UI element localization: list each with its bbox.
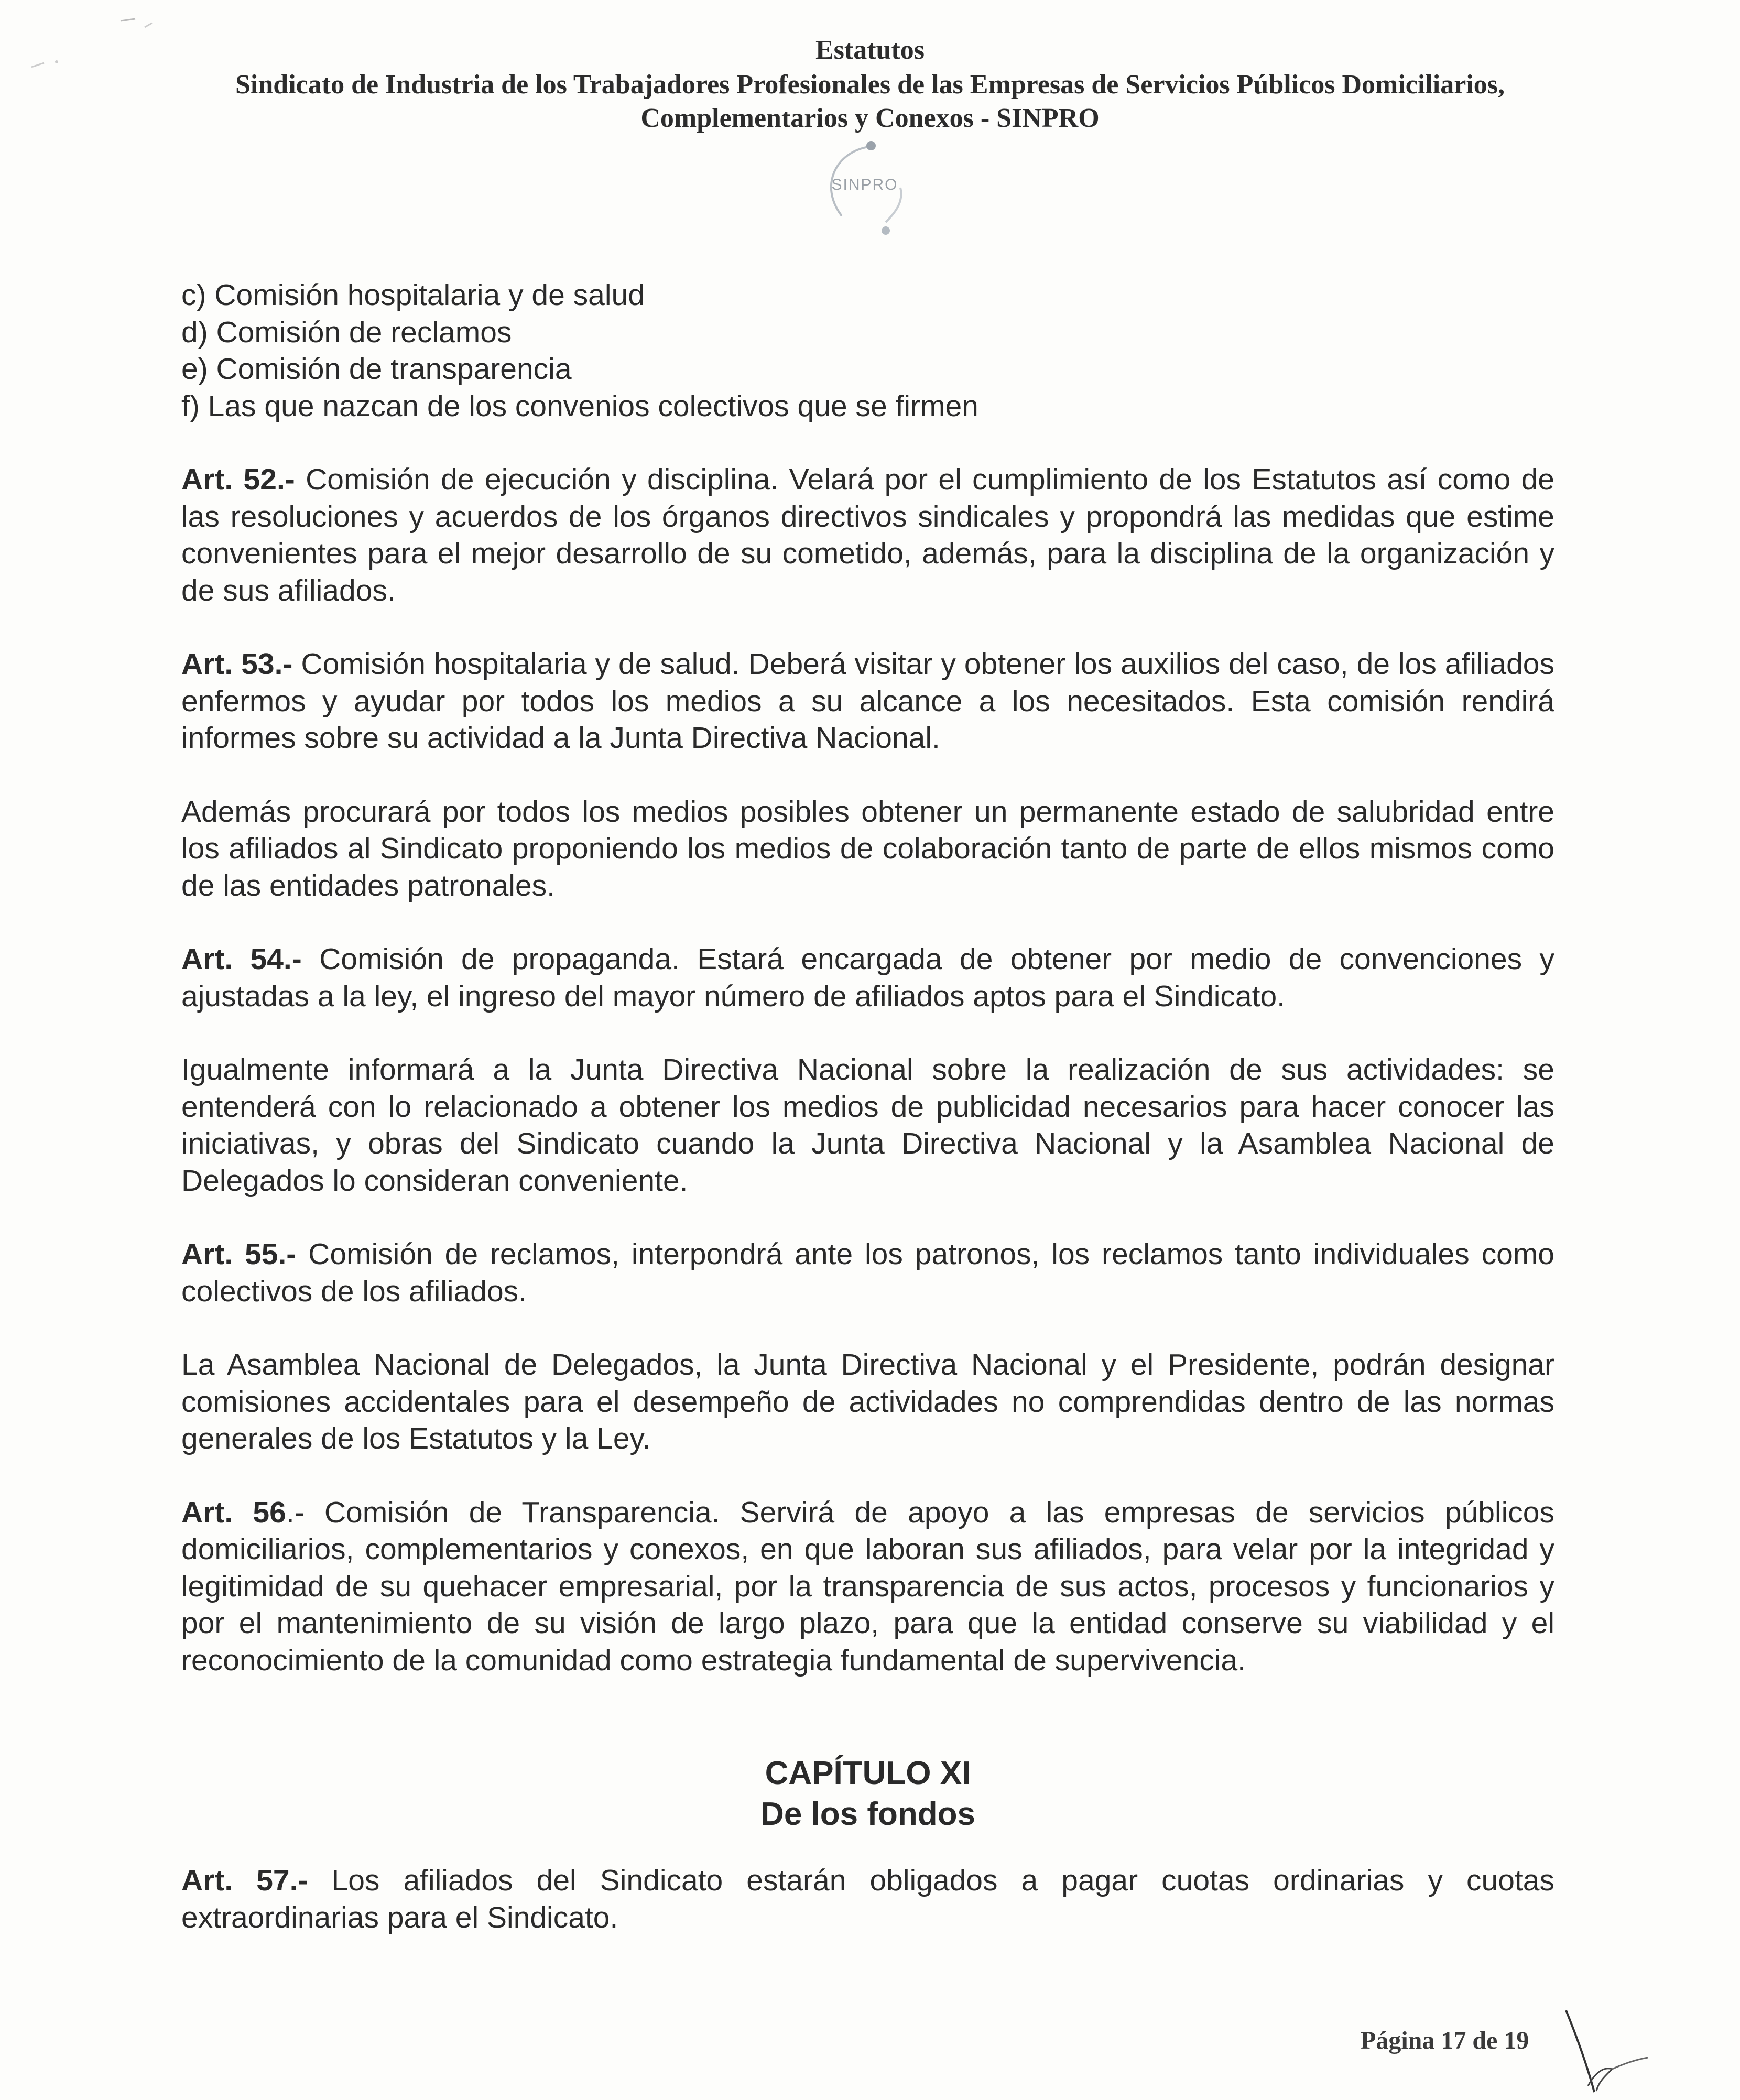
article-label: Art. 56 xyxy=(181,1495,286,1529)
article-text: Comisión hospitalaria y de salud. Deberá visitar y obtener los auxilios del caso, de los afiliados enfermos y ayudar por todos los medios a su alcance a los necesitados. Esta comisión rendirá informes sobre su actividad a la Junta Directiva Nacional. xyxy=(181,647,1554,755)
chapter-title: De los fondos xyxy=(760,1796,975,1832)
document-header xyxy=(0,32,1740,135)
list-item: c) Comisión hospitalaria y de salud xyxy=(181,278,645,312)
list-item: e) Comisión de transparencia xyxy=(181,352,572,386)
document-title: Estatutos xyxy=(815,35,925,65)
article-label: Art. 54.- xyxy=(181,942,302,976)
article-text: Comisión de ejecución y disciplina. Velará por el cumplimiento de los Estatutos así como de las resoluciones y acuerdos de los órganos directivos sindicales y propondrá las medidas que estime convenientes para el mejor desarrollo de su cometido, además, para la disciplina de la organización y de sus afiliados. xyxy=(181,463,1554,607)
article-52 xyxy=(181,461,1554,609)
article-56 xyxy=(181,1494,1554,1679)
list-item: f) Las que nazcan de los convenios colectivos que se firmen xyxy=(181,389,978,423)
article-53-continuation: Además procurará por todos los medios posibles obtener un permanente estado de salubridad entre los afiliados al Sindicato proponiendo los medios de colaboración tanto de parte de ellos mismos como de las entidades patronales. xyxy=(181,795,1554,902)
article-text: Comisión de propaganda. Estará encargada de obtener por medio de convenciones y ajustadas a la ley, el ingreso del mayor número de afiliados aptos para el Sindicato. xyxy=(181,942,1554,1013)
sinpro-logo xyxy=(807,137,922,242)
page-number: Página 17 de 19 xyxy=(1361,2027,1529,2054)
article-54-continuation: Igualmente informará a la Junta Directiva Nacional sobre la realización de sus actividades: se entenderá con lo relacionado a obtener los medios de publicidad necesarios para hacer conocer las iniciativas, y obras del Sindicato cuando la Junta Directiva Nacional y la Asamblea Nacional de Delegados lo consideran conveniente. xyxy=(181,1053,1554,1198)
article-label: Art. 57.- xyxy=(181,1864,308,1897)
organization-name-line-1: Sindicato de Industria de los Trabajadores Profesionales de las Empresas de Servicios Públicos Domiciliarios, xyxy=(235,70,1505,100)
organization-name-line-2: Complementarios y Conexos - SINPRO xyxy=(640,103,1100,133)
article-label: Art. 55.- xyxy=(181,1237,297,1271)
document-body xyxy=(181,277,1554,1936)
svg-text:SINPRO: SINPRO xyxy=(831,176,898,193)
article-54 xyxy=(181,941,1554,1015)
list-item: d) Comisión de reclamos xyxy=(181,315,512,349)
chapter-heading xyxy=(181,1753,1554,1835)
article-57 xyxy=(181,1862,1554,1936)
article-text: Comisión de reclamos, interpondrá ante los patronos, los reclamos tanto individuales como colectivos de los afiliados. xyxy=(181,1237,1554,1308)
article-53 xyxy=(181,646,1554,757)
article-55-continuation: La Asamblea Nacional de Delegados, la Junta Directiva Nacional y el Presidente, podrán designar comisiones accidentales para el desempeño de actividades no comprendidas dentro de las normas generales de los Estatutos y la Ley. xyxy=(181,1348,1554,1455)
article-label: Art. 53.- xyxy=(181,647,293,681)
article-text: Los afiliados del Sindicato estarán obligados a pagar cuotas ordinarias y cuotas extraordinarias para el Sindicato. xyxy=(181,1864,1554,1934)
article-55 xyxy=(181,1236,1554,1310)
handwritten-signature xyxy=(1562,2007,1656,2096)
commission-list xyxy=(181,277,1554,425)
article-text: .- Comisión de Transparencia. Servirá de apoyo a las empresas de servicios públicos domiciliarios, complementarios y conexos, en que laboran sus afiliados, para velar por la integridad y legitimidad de su quehacer empresarial, por la transparencia de sus actos, procesos y funcionarios y por el mantenimiento de su visión de largo plazo, para que la entidad conserve su viabilidad y el reconocimiento de la comunidad como estrategia fundamental de supervivencia. xyxy=(181,1495,1554,1677)
article-label: Art. 52.- xyxy=(181,463,295,496)
chapter-number: CAPÍTULO XI xyxy=(765,1755,971,1791)
